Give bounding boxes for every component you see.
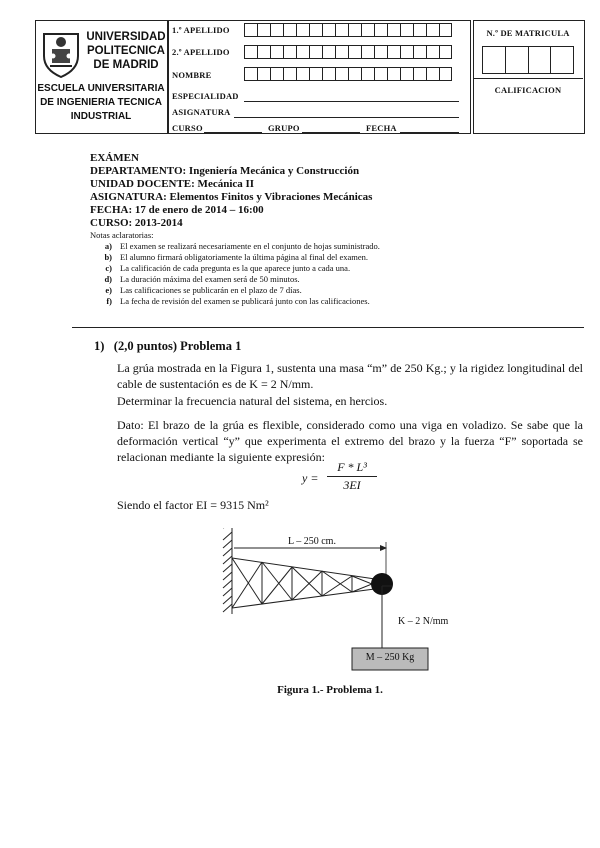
note-item	[90, 241, 510, 252]
formula-numerator: F * L³	[327, 460, 377, 477]
school-line: DE INGENIERIA TECNICA	[40, 97, 162, 108]
mass-label: M – 250 Kg	[365, 652, 415, 663]
note-letter: d)	[104, 274, 112, 284]
note-letter: b)	[104, 252, 112, 262]
formula-fraction	[327, 460, 377, 493]
exam-asignatura: ASIGNATURA: Elementos Finitos y Vibraciones Mecánicas	[90, 191, 373, 203]
problem-number: 1)	[94, 339, 105, 353]
note-item	[90, 296, 510, 307]
apellido1-label: 1.º APELLIDO	[172, 25, 230, 35]
matricula-boxes[interactable]	[482, 46, 574, 74]
section-divider	[72, 327, 584, 328]
curso-line[interactable]	[204, 132, 262, 133]
note-item	[90, 285, 510, 296]
apellido1-boxes[interactable]	[244, 23, 452, 37]
note-text: La fecha de revisión del examen se publicará junto con las calificaciones.	[120, 296, 370, 306]
note-text: Las calificaciones se publicarán en el plazo de 7 días.	[120, 285, 302, 295]
figure-caption: Figura 1.- Problema 1.	[277, 684, 383, 696]
notes-heading: Notas aclaratorias:	[90, 230, 154, 240]
university-crest-icon	[40, 30, 82, 78]
note-letter: e)	[105, 285, 112, 295]
note-letter: a)	[104, 241, 112, 251]
note-text: La calificación de cada pregunta es la que aparece junto a cada una.	[120, 263, 351, 273]
grade-divider	[473, 78, 583, 79]
problem-p4: Siendo el factor EI = 9315 Nm²	[117, 498, 269, 512]
note-letter: c)	[105, 263, 112, 273]
note-text: El alumno firmará obligatoriamente la última página al final del examen.	[120, 252, 369, 262]
note-letter: f)	[106, 296, 112, 306]
exam-title: EXÁMEN	[90, 152, 139, 164]
exam-curso: CURSO: 2013-2014	[90, 217, 183, 229]
truss-boom	[232, 558, 382, 608]
note-text: La duración máxima del examen será de 50 minutos.	[120, 274, 300, 284]
formula-denominator: 3EI	[343, 478, 361, 492]
note-item	[90, 263, 510, 274]
note-item	[90, 274, 510, 285]
grupo-line[interactable]	[302, 132, 360, 133]
school-name	[36, 82, 166, 124]
exam-departamento: DEPARTAMENTO: Ingeniería Mecánica y Construcción	[90, 165, 360, 177]
nombre-boxes[interactable]	[244, 67, 452, 81]
calificacion-label: CALIFICACION	[494, 85, 562, 95]
nombre-label: NOMBRE	[172, 70, 212, 80]
notes-block	[90, 230, 510, 307]
exam-meta	[90, 152, 372, 230]
matricula-label: N.º DE MATRICULA	[486, 28, 570, 38]
stiffness-label: K – 2 N/mm	[398, 616, 449, 627]
problem-p3: Dato: El brazo de la grúa es flexible, considerado como una viga en voladizo. Se sabe que la deformación vertical “y” que experimenta el extremo del brazo y la fuerza “F” soportada se relacionan mediante la siguiente expresión:	[117, 418, 583, 464]
problem-heading	[94, 338, 241, 354]
fecha-label: FECHA	[366, 123, 397, 133]
university-line: DE MADRID	[93, 59, 159, 71]
asignatura-line[interactable]	[234, 117, 459, 118]
school-line: INDUSTRIAL	[70, 111, 132, 122]
apellido2-label: 2.º APELLIDO	[172, 47, 230, 57]
problem-p2: Determinar la frecuencia natural del sistema, en hercios.	[117, 394, 388, 408]
problem-title: (2,0 puntos) Problema 1	[113, 339, 242, 353]
curso-label: CURSO	[172, 123, 203, 133]
note-item	[90, 252, 510, 263]
university-line: POLITECNICA	[87, 45, 165, 57]
formula-lhs: y =	[302, 471, 319, 485]
wall-hatch	[223, 528, 232, 614]
length-label: L – 250 cm.	[288, 536, 336, 547]
grupo-label: GRUPO	[268, 123, 300, 133]
fecha-line[interactable]	[400, 132, 459, 133]
university-name	[86, 30, 166, 72]
exam-fecha: FECHA: 17 de enero de 2014 – 16:00	[90, 204, 264, 216]
note-text: El examen se realizará necesariamente en el conjunto de hojas suministrado.	[120, 241, 380, 251]
exam-unidad: UNIDAD DOCENTE: Mecánica II	[90, 178, 255, 190]
apellido2-boxes[interactable]	[244, 45, 452, 59]
asignatura-label: ASIGNATURA	[172, 107, 231, 117]
school-line: ESCUELA UNIVERSITARIA	[37, 83, 165, 94]
especialidad-label: ESPECIALIDAD	[172, 91, 239, 101]
problem-p1: La grúa mostrada en la Figura 1, sustenta una masa “m” de 250 Kg.; y la rigidez longitudinal del cable de sustentación es de K = 2 N/mm.	[117, 361, 583, 391]
especialidad-line[interactable]	[244, 101, 459, 102]
university-line: UNIVERSIDAD	[86, 31, 166, 43]
